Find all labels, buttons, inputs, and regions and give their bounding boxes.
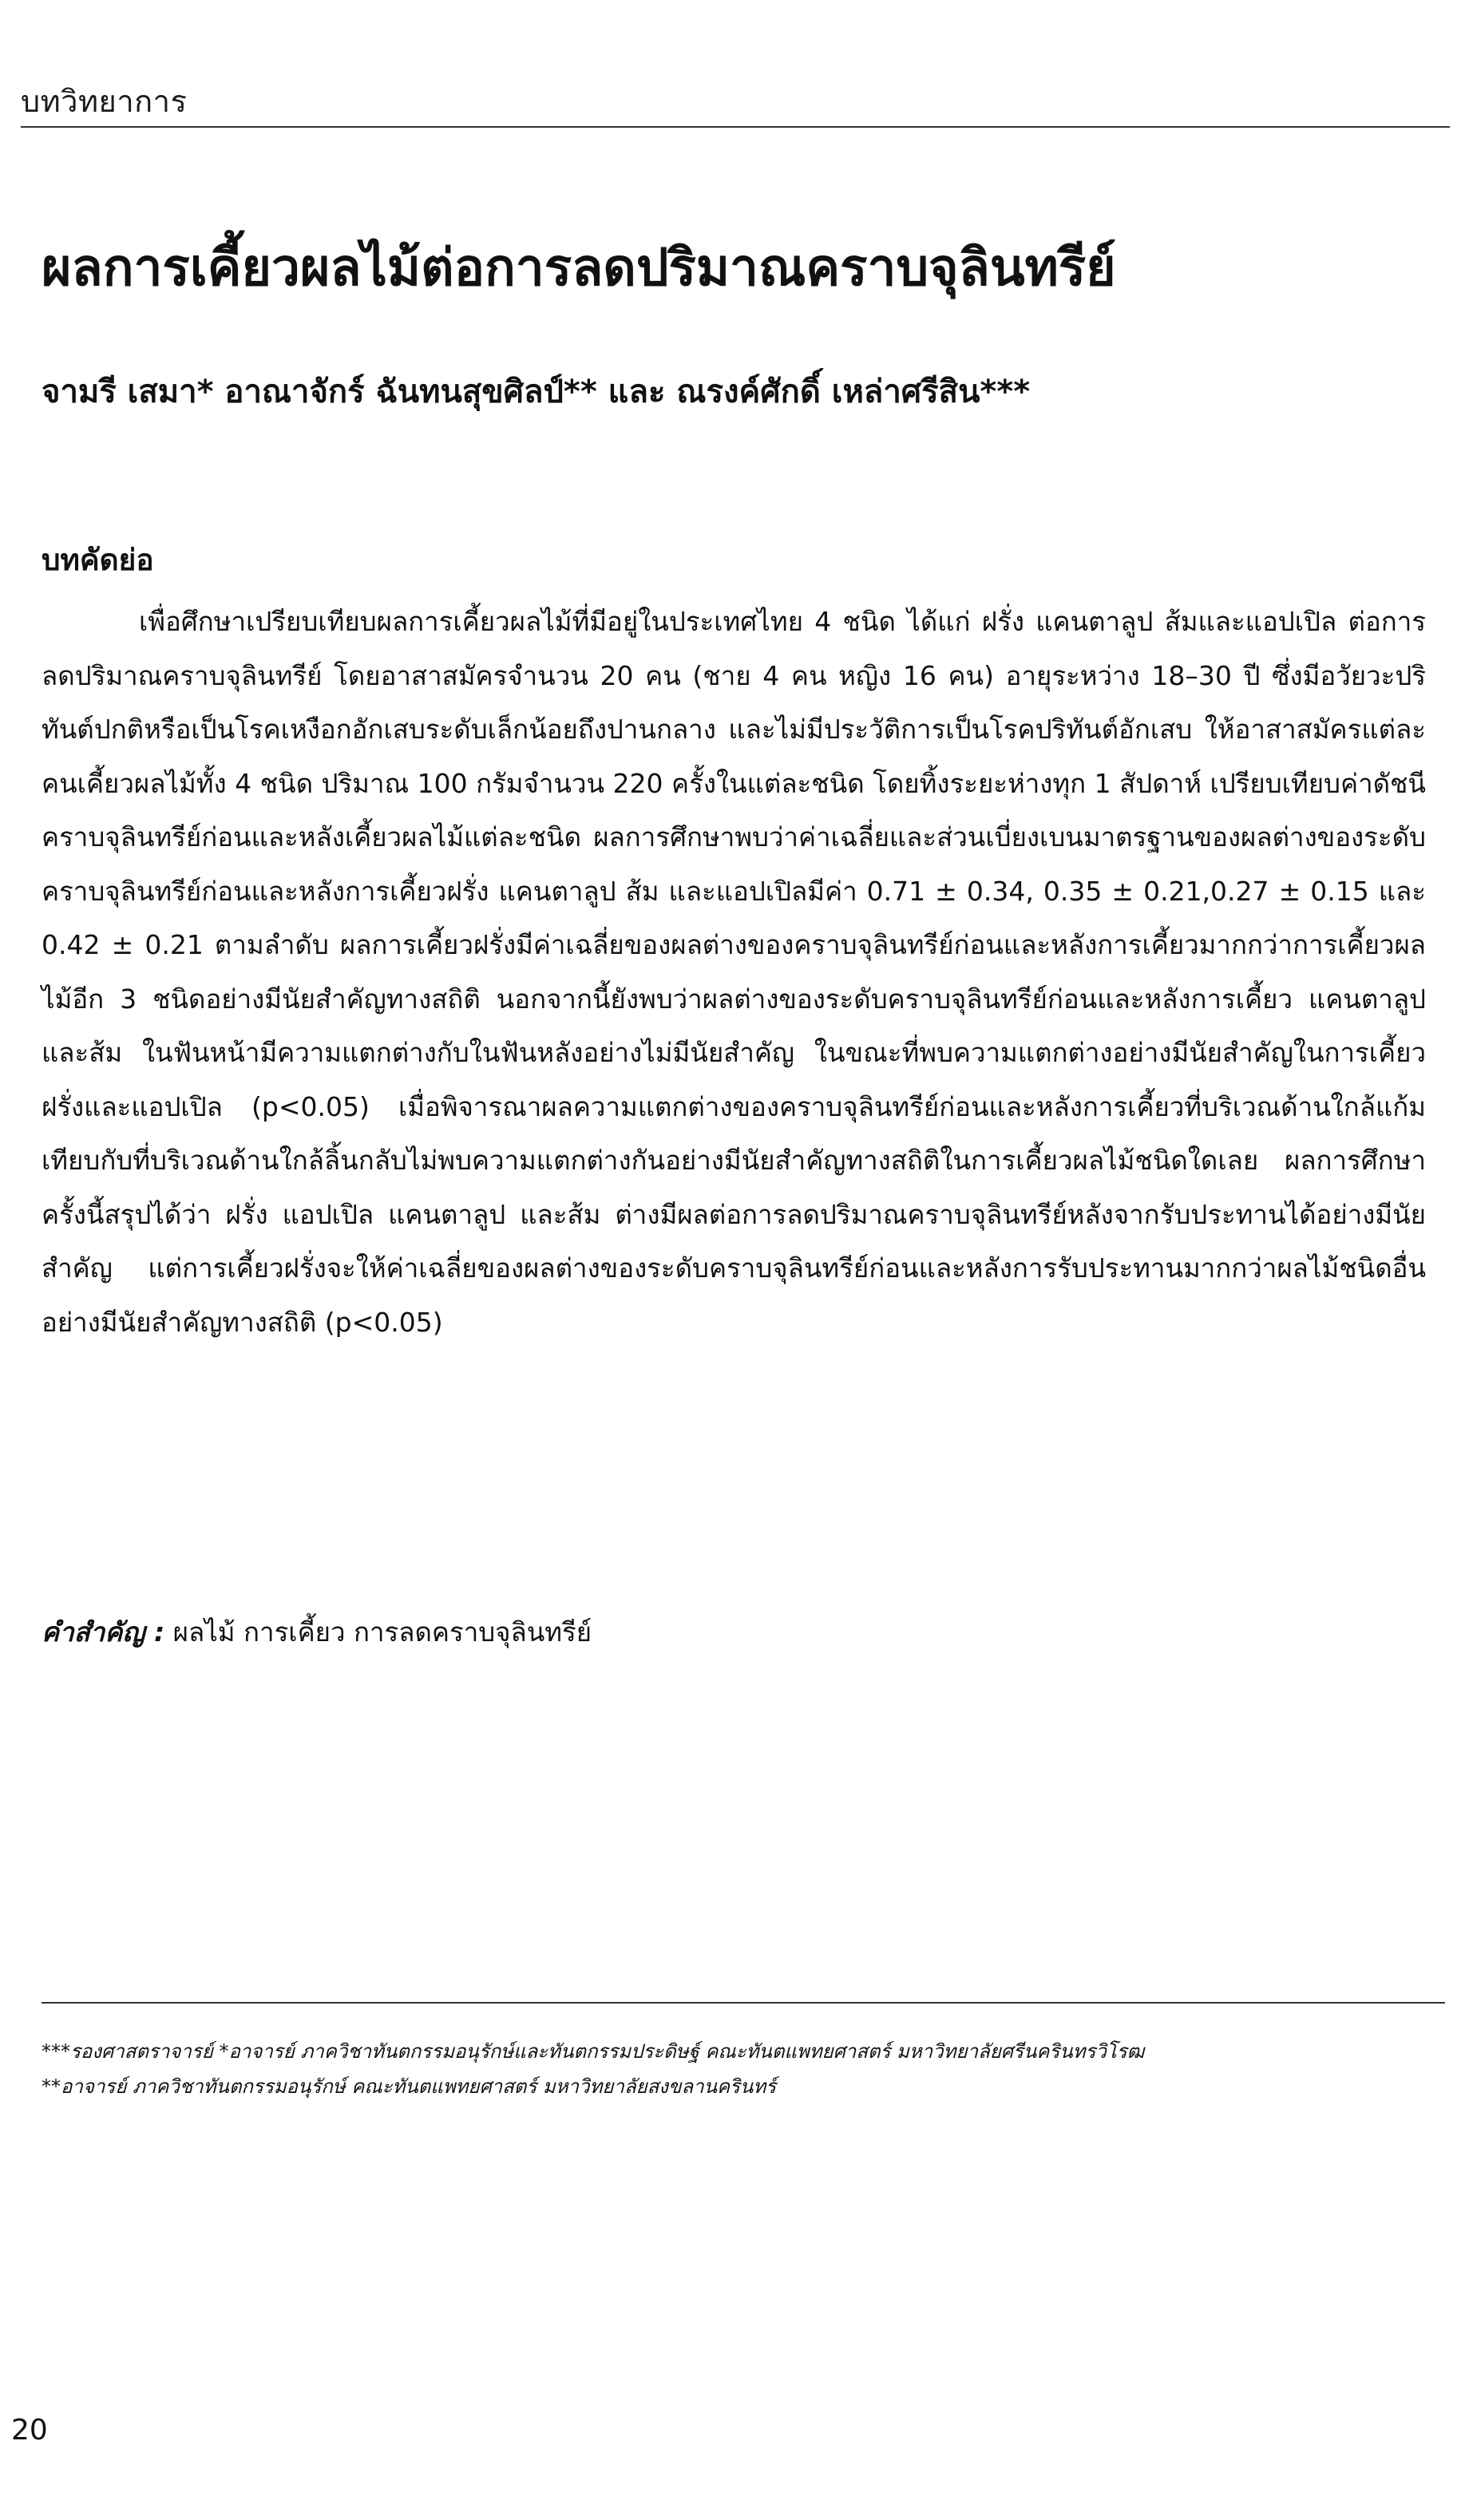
keywords-text: ผลไม้ การเคี้ยว การลดคราบจุลินทรีย์ (172, 1616, 592, 1648)
abstract-section (42, 536, 1426, 1349)
section-label: บทวิทยาการ (21, 84, 188, 119)
keywords (42, 1611, 592, 1653)
abstract-body: เพื่อศึกษาเปรียบเทียบผลการเคี้ยวผลไม้ที่มีอยู่ในประเทศไทย 4 ชนิด ได้แก่ ฝรั่ง แคนตาลูป ส้มและแอปเปิล ต่อการลดปริมาณคราบจุลินทรีย์ โดยอาสาสมัครจำนวน 20 คน (ชาย 4 คน หญิง 16 คน) อายุระหว่าง 18–30 ปี ซึ่งมีอวัยวะปริทันต์ปกติหรือเป็นโรคเหงือกอักเสบระดับเล็กน้อยถึงปานกลาง และไม่มีประวัติการเป็นโรคปริทันต์อักเสบ ให้อาสาสมัครแต่ละคนเคี้ยวผลไม้ทั้ง 4 ชนิด ปริมาณ 100 กรัมจำนวน 220 ครั้งในแต่ละชนิด โดยทิ้งระยะห่างทุก 1 สัปดาห์ เปรียบเทียบค่าดัชนีคราบจุลินทรีย์ก่อนและหลังเคี้ยวผลไม้แต่ละชนิด ผลการศึกษาพบว่าค่าเฉลี่ยและส่วนเบี่ยงเบนมาตรฐานของผลต่างของระดับคราบจุลินทรีย์ก่อนและหลังการเคี้ยวฝรั่ง แคนตาลูป ส้ม และแอปเปิลมีค่า 0.71 ± 0.34, 0.35 ± 0.21,0.27 ± 0.15 และ 0.42 ± 0.21 ตามลำดับ ผลการเคี้ยวฝรั่งมีค่าเฉลี่ยของผลต่างของคราบจุลินทรีย์ก่อนและหลังการเคี้ยวมากกว่าการเคี้ยวผลไม้อีก 3 ชนิดอย่างมีนัยสำคัญทางสถิติ นอกจากนี้ยังพบว่าผลต่างของระดับคราบจุลินทรีย์ก่อนและหลังการเคี้ยว แคนตาลูปและส้ม ในฟันหน้ามีความแตกต่างกับในฟันหลังอย่างไม่มีนัยสำคัญ ในขณะที่พบความแตกต่างอย่างมีนัยสำคัญในการเคี้ยวฝรั่งและแอปเปิล (p<0.05) เมื่อพิจารณาผลความแตกต่างของคราบจุลินทรีย์ก่อนและหลังการเคี้ยวที่บริเวณด้านใกล้แก้มเทียบกับที่บริเวณด้านใกล้ลิ้นกลับไม่พบความแตกต่างกันอย่างมีนัยสำคัญทางสถิติในการเคี้ยวผลไม้ชนิดใดเลย ผลการศึกษาครั้งนี้สรุปได้ว่า ฝรั่ง แอปเปิล แคนตาลูป และส้ม ต่างมีผลต่อการลดปริมาณคราบจุลินทรีย์หลังจากรับประทานได้อย่างมีนัยสำคัญ แต่การเคี้ยวฝรั่งจะให้ค่าเฉลี่ยของผลต่างของระดับคราบจุลินทรีย์ก่อนและหลังการรับประทานมากกว่าผลไม้ชนิดอื่นอย่างมีนัยสำคัญทางสถิติ (p<0.05) (42, 606, 1426, 1338)
page-number: 20 (11, 2414, 48, 2447)
footnote-rule (42, 2002, 1445, 2004)
footnote-affiliation-2: **อาจารย์ ภาควิชาทันตกรรมอนุรักษ์ คณะทันตแพทยศาสตร์ มหาวิทยาลัยสงขลานครินทร์ (42, 2075, 777, 2098)
article-authors: จามรี เสมา* อาณาจักร์ ฉันทนสุขศิลป์** และ ณรงค์ศักดิ์ เหล่าศรีสิน*** (42, 374, 1031, 410)
footnote-affiliation-1: ***รองศาสตราจารย์ *อาจารย์ ภาควิชาทันตกรรมอนุรักษ์และทันตกรรมประดิษฐ์ คณะทันตแพทยศาสตร์ มหาวิทยาลัยศรีนครินทรวิโรฒ (42, 2040, 1145, 2063)
header-rule (21, 126, 1450, 128)
abstract-heading: บทคัดย่อ (42, 543, 154, 577)
keywords-label: คำสำคัญ : (42, 1616, 165, 1648)
article-title: ผลการเคี้ยวผลไม้ต่อการลดปริมาณคราบจุลินทรีย์ (42, 239, 1116, 298)
footnotes (42, 2034, 1445, 2104)
